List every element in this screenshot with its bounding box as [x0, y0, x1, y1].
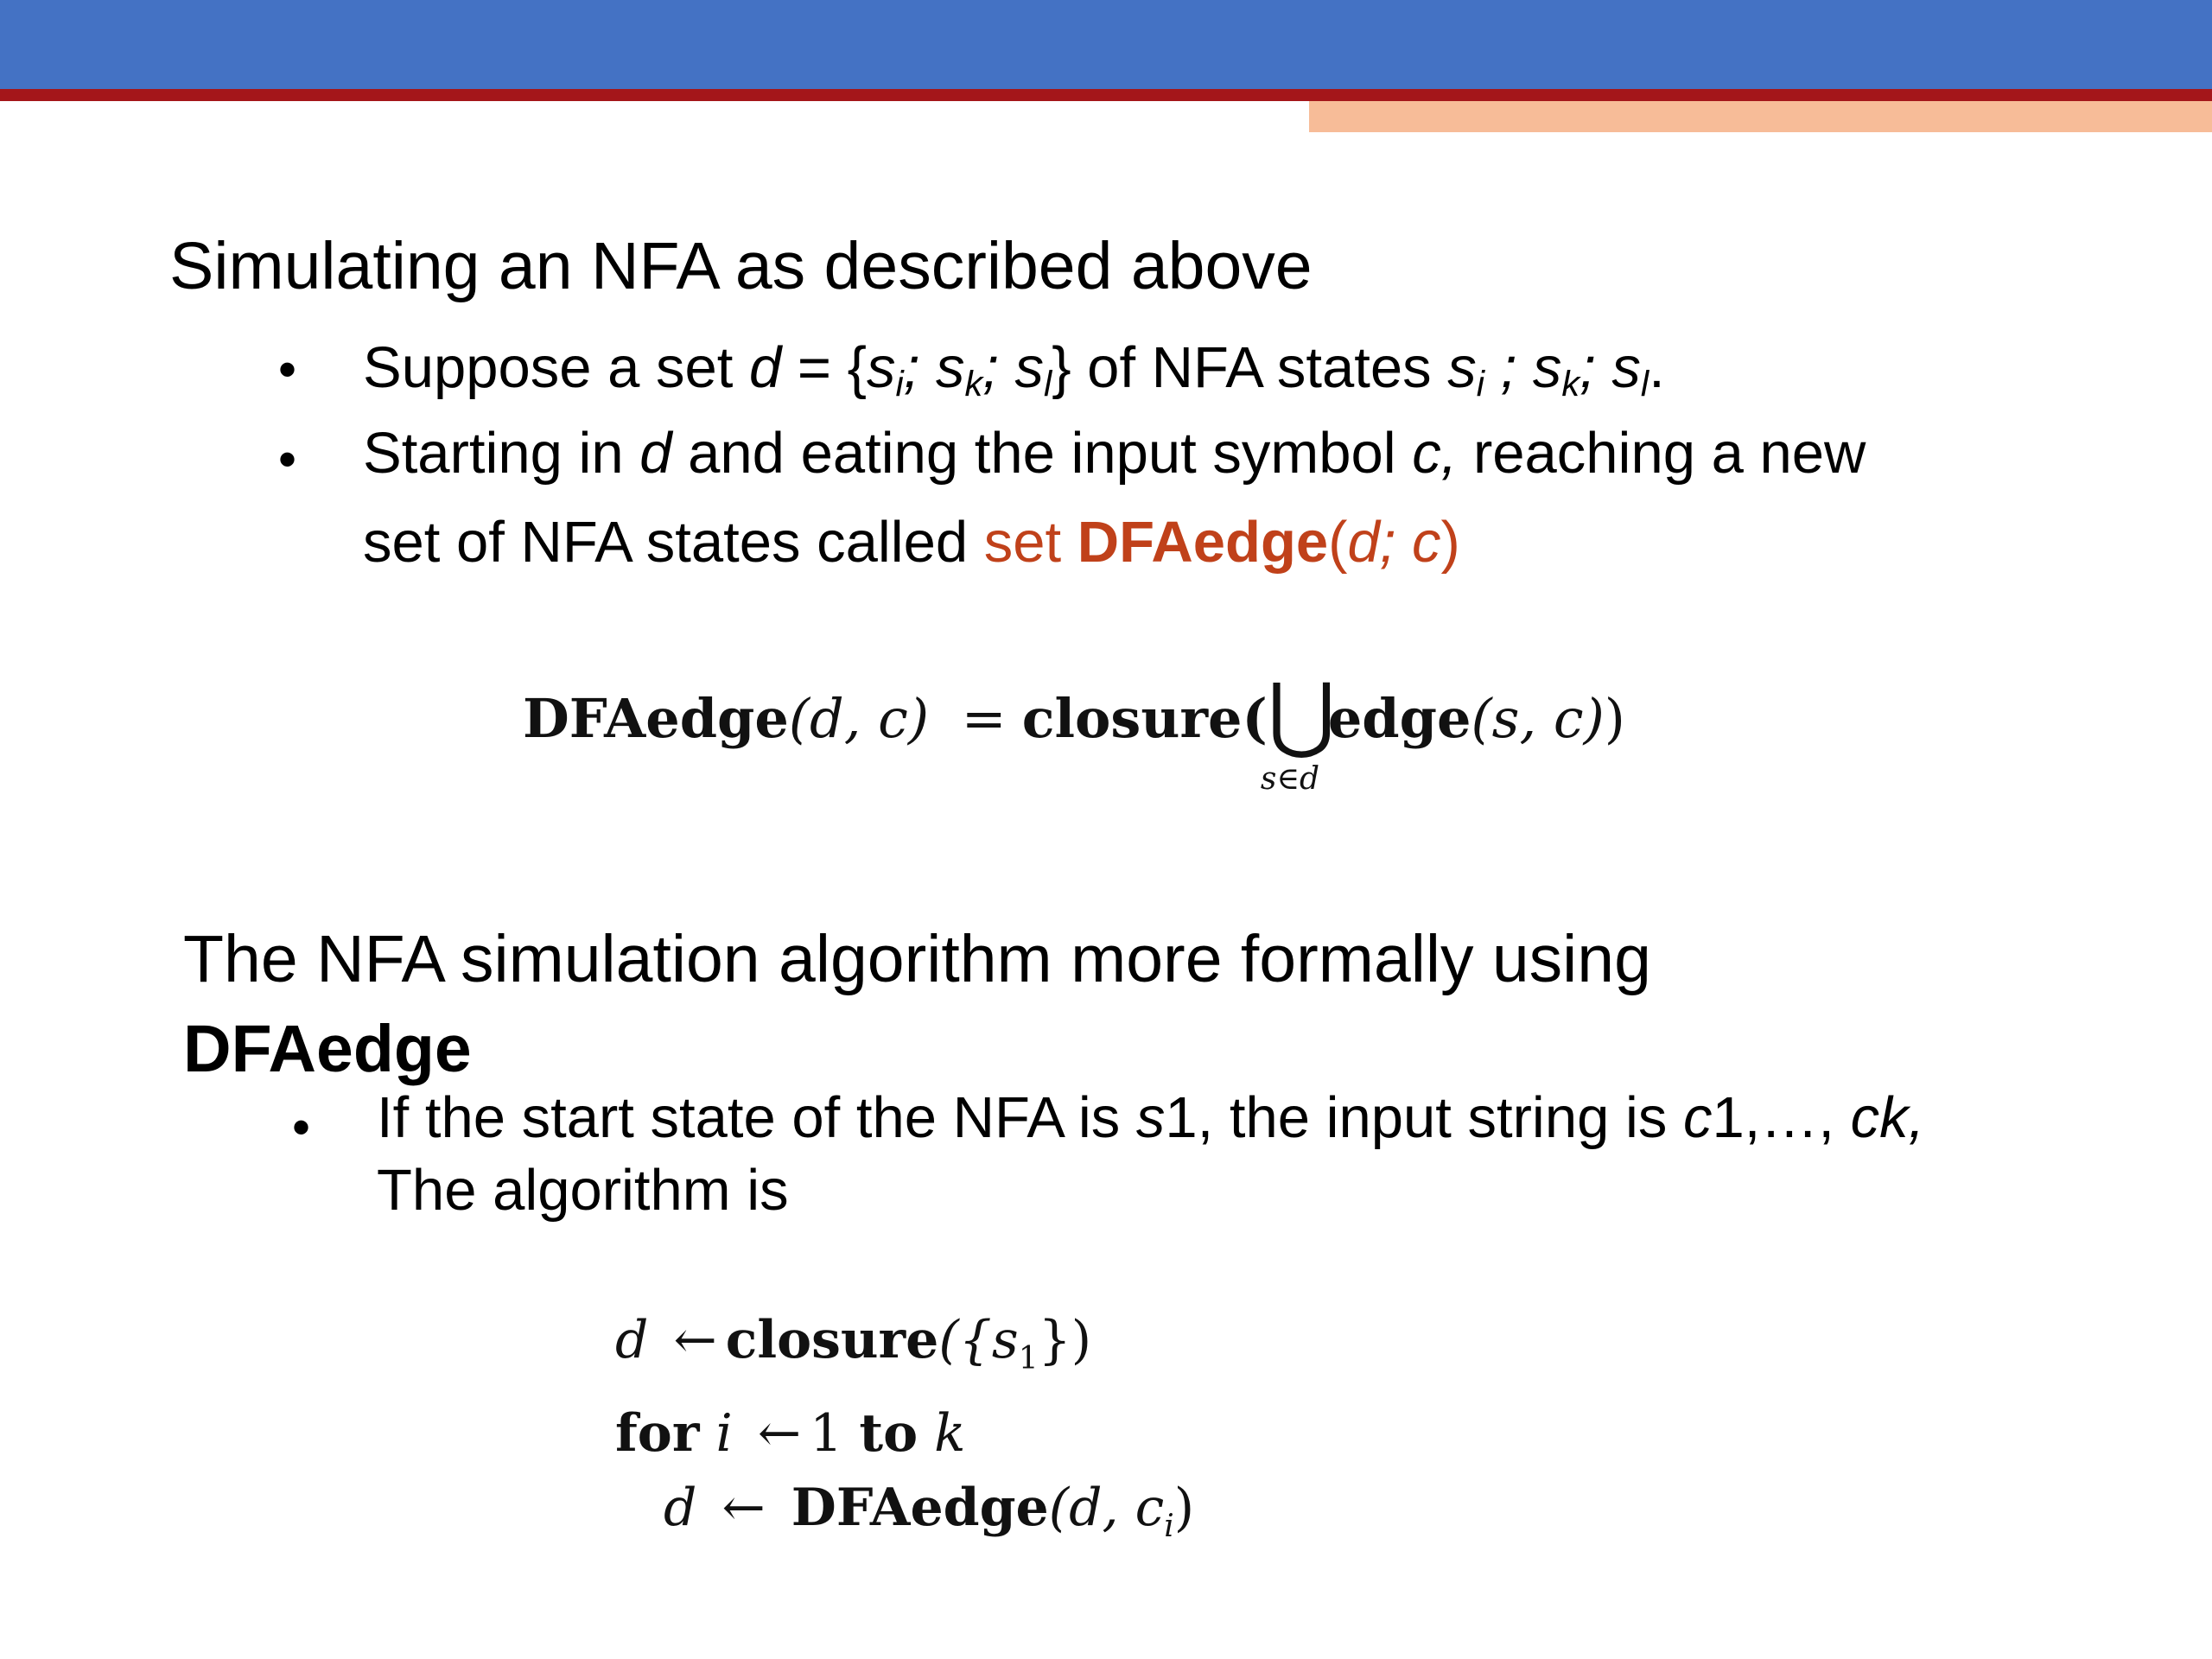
formula-close: )	[1604, 687, 1625, 750]
algo-to: to	[859, 1403, 918, 1464]
algo-for: for	[615, 1403, 700, 1464]
algorithm-line3	[615, 1471, 1194, 1564]
subscript: l	[1043, 363, 1052, 404]
section2-heading	[183, 914, 1651, 1094]
var-d: d	[748, 335, 782, 400]
text: } of NFA states	[1052, 335, 1448, 400]
subscript: i	[1476, 363, 1484, 404]
algo-arrow: ←	[721, 1478, 766, 1538]
algo-var-k: k	[934, 1403, 966, 1464]
union-subscript: s∈d	[1260, 761, 1320, 797]
var-s: s	[935, 335, 965, 400]
text: ;	[982, 335, 1015, 400]
var-s: s	[1611, 335, 1641, 400]
algo-one: 1	[810, 1403, 843, 1464]
var-s: s	[866, 335, 896, 400]
algo-arrow: ←	[757, 1403, 802, 1464]
formula-equals: =	[961, 687, 1007, 750]
formula-edge-args: (s, c)	[1471, 687, 1605, 750]
formula-dfaedge: DFAedge	[523, 687, 789, 750]
bullet2-line2	[363, 498, 1866, 587]
algorithm-block	[615, 1303, 1194, 1564]
algo-subscript: 1	[1018, 1341, 1039, 1376]
section2-bullet-line2: The algorithm is	[377, 1158, 789, 1223]
text: 1, the input string is	[1165, 1085, 1683, 1150]
highlight-dfaedge: DFAedge	[1077, 510, 1329, 575]
var-c: c	[1682, 1085, 1713, 1150]
var-c: c,	[1412, 421, 1458, 486]
union-block	[1260, 665, 1336, 797]
algo-args: ({s	[938, 1310, 1019, 1370]
var-s: s	[1135, 1085, 1166, 1150]
dfaedge-formula	[523, 665, 1625, 797]
subscript: k	[1561, 363, 1580, 404]
bullet-dot: •	[278, 430, 297, 488]
formula-args: (d, c)	[788, 687, 930, 750]
bullet-dot: •	[292, 1098, 311, 1156]
var-d: d	[639, 421, 672, 486]
var-s: s	[1532, 335, 1562, 400]
section2-heading-line2: DFAedge	[183, 1012, 472, 1086]
bullet-dot: •	[278, 340, 297, 398]
algo-closure: closure	[725, 1310, 939, 1370]
text: ;	[1580, 335, 1612, 400]
text: ;	[1484, 335, 1533, 400]
text: = {	[781, 335, 867, 400]
section1-heading: Simulating an NFA as described above	[169, 229, 1313, 303]
text: .	[1649, 335, 1665, 400]
algo-subscript: i	[1164, 1509, 1174, 1544]
algo-arrow: ←	[673, 1310, 717, 1370]
header-bar-red	[0, 89, 2212, 101]
algo-end: )	[1173, 1478, 1195, 1538]
section2-bullet	[377, 1082, 1924, 1227]
var-s: s	[1447, 335, 1477, 400]
algo-var-d: d	[615, 1310, 649, 1370]
union-symbol: ⋃	[1267, 665, 1336, 762]
algorithm-line2	[615, 1396, 1194, 1471]
text: and eating the input symbol	[671, 421, 1413, 486]
var-s: s	[1014, 335, 1044, 400]
text: If the start state of the NFA is	[377, 1085, 1136, 1150]
algo-end: })	[1038, 1310, 1092, 1370]
text: Suppose a set	[363, 335, 749, 400]
algo-var-d: d	[664, 1478, 697, 1538]
subscript: l	[1640, 363, 1649, 404]
section2-bullet-line1	[377, 1082, 1924, 1154]
header-bar-blue	[0, 0, 2212, 91]
highlight-set: set	[983, 510, 1077, 575]
var-ck: ck,	[1850, 1085, 1925, 1150]
formula-edge: edge	[1327, 687, 1471, 750]
section1-bullet2	[363, 409, 1866, 587]
formula-closure: closure(	[1021, 687, 1268, 750]
algo-dfaedge: DFAedge	[791, 1478, 1049, 1538]
algo-args: (d, c	[1048, 1478, 1165, 1538]
text: 1,…,	[1712, 1085, 1851, 1150]
algo-var-i: i	[715, 1403, 733, 1464]
text: Starting in	[363, 421, 640, 486]
text: ;	[903, 335, 936, 400]
section2-heading-line1: The NFA simulation algorithm more formally using	[183, 922, 1651, 996]
header-bar-peach	[1309, 101, 2212, 132]
subscript: k	[964, 363, 983, 404]
text: set of NFA states called	[363, 510, 984, 575]
subscript: i	[895, 363, 904, 404]
paren: )	[1440, 510, 1460, 575]
highlight-args: d; c	[1347, 510, 1441, 575]
text: reaching a new	[1457, 421, 1866, 486]
bullet2-line1	[363, 409, 1866, 498]
algorithm-line1	[615, 1303, 1194, 1396]
paren: (	[1328, 510, 1348, 575]
